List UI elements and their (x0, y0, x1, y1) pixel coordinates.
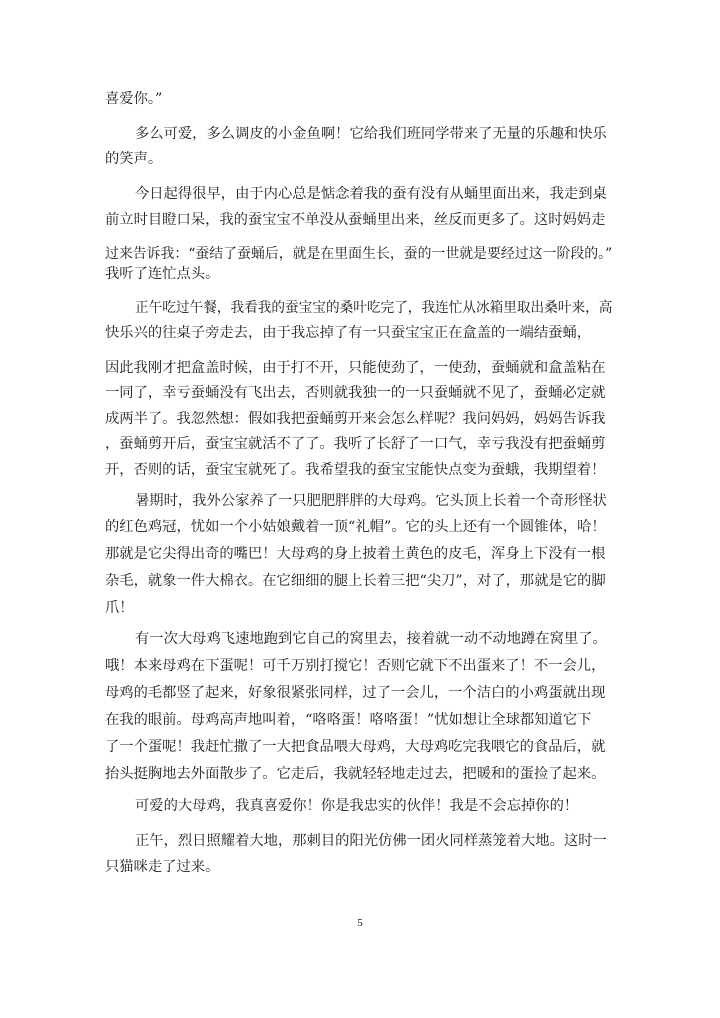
text-line: 正午吃过午餐，我看我的蚕宝宝的桑叶吃完了，我连忙从冰箱里取出桑叶来，高 (135, 300, 613, 316)
text-line: 那就是它尖得出奇的嘴巴！大母鸡的身上披着土黄色的皮毛，浑身上下没有一根 (105, 546, 606, 562)
text-line: 爪！ (105, 600, 134, 616)
text-line: 杂毛，就象一件大棉衣。在它细细的腿上长着三把“尖刀”，对了，那就是它的脚 (105, 573, 606, 589)
text-line: 的红色鸡冠，忧如一个小姑娘戴着一顶“礼帽”。它的头上还有一个圆锥体，哈！ (105, 519, 606, 535)
text-line: 正午，烈日照耀着大地，那刺目的阳光仿佛一团火同样蒸笼着大地。这时一 (135, 833, 607, 849)
text-line: 喜爱你。” (105, 91, 163, 107)
text-line: 暑期时，我外公家养了一只肥肥胖胖的大母鸡。它头顶上长着一个奇形怪状 (135, 493, 607, 509)
text-line: 一同了，幸亏蚕蛹没有飞出去，否则就我独一的一只蚕蛹就不见了，蚕蛹必定就 (105, 385, 606, 401)
text-line: 抬头挺胸地去外面散步了。它走后，我就轻轻地走过去，把暖和的蛋捡了起来。 (105, 766, 606, 782)
text-line: 有一次大母鸡飞速地跑到它自己的窝里去，接着就一动不动地蹲在窝里了。 (135, 631, 607, 647)
text-line: 在我的眼前。母鸡高声地叫着，“咯咯蛋！咯咯蛋！”忧如想让全球都知道它下 (105, 712, 592, 728)
page-number: 5 (357, 917, 363, 929)
text-line: 成两半了。我忽然想：假如我把蚕蛹剪开来会怎么样呢？我问妈妈，妈妈告诉我 (105, 411, 606, 427)
text-line: ，蚕蛹剪开后，蚕宝宝就活不了了。我听了长舒了一口气，幸亏我没有把蚕蛹剪 (105, 436, 606, 452)
text-line: 今日起得很早，由于内心总是惦念着我的蚕有没有从蛹里面出来，我走到桌 (135, 186, 607, 202)
text-line: 因此我刚才把盒盖时候，由于打不开，只能使劲了，一使劲，蚕蛹就和盒盖粘在 (105, 360, 606, 376)
text-line: 了一个蛋呢！我赶忙撒了一大把食品喂大母鸡，大母鸡吃完我喂它的食品后，就 (105, 739, 606, 755)
text-line: 母鸡的毛都竖了起来，好象很紧张同样，过了一会儿，一个洁白的小鸡蛋就出现 (105, 685, 606, 701)
text-line: 开，否则的话，蚕宝宝就死了。我希望我的蚕宝宝能快点变为蚕蛾，我期望着！ (105, 462, 606, 478)
text-line: 的笑声。 (105, 151, 163, 167)
text-line: 我听了连忙点头。 (105, 266, 220, 282)
text-line: 哦！本来母鸡在下蛋呢！可千万别打搅它！否则它就下不出蛋来了！不一会儿， (105, 658, 606, 674)
text-line: 可爱的大母鸡，我真喜爱你！你是我忠实的伙伴！我是不会忘掉你的！ (135, 798, 579, 814)
text-line: 过来告诉我：“蚕结了蚕蛹后，就是在里面生长，蚕的一世就是要经过这一阶段的。” (105, 246, 613, 262)
text-line: 只猫咪走了过来。 (105, 859, 220, 875)
text-line: 多么可爱，多么调皮的小金鱼啊！它给我们班同学带来了无量的乐趣和快乐 (135, 126, 607, 142)
text-line: 前立时目瞪口呆，我的蚕宝宝不单没从蚕蛹里出来，丝反而更多了。这时妈妈走 (105, 212, 606, 228)
text-line: 快乐兴的往桌子旁走去，由于我忘掉了有一只蚕宝宝正在盒盖的一端结蚕蛹， (105, 325, 592, 341)
